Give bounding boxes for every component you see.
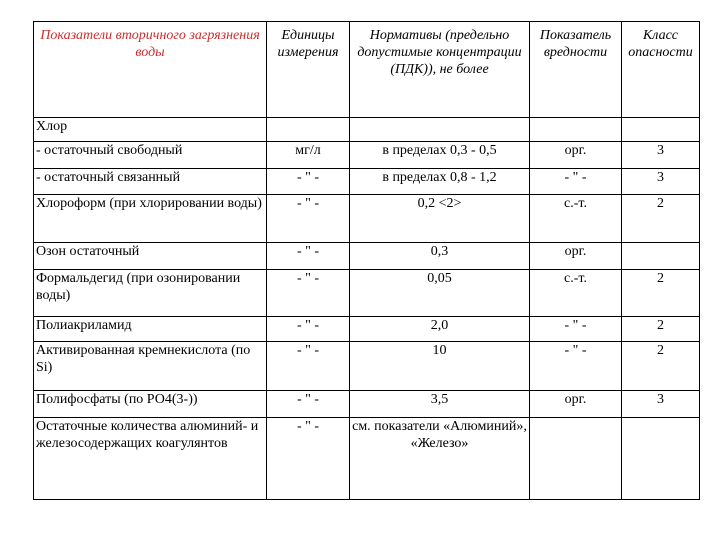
table-row	[34, 243, 700, 270]
table-row	[34, 195, 700, 243]
table-row	[34, 169, 700, 195]
indicator-name: Остаточные количества алюминий- и железосодержащих коагулянтов	[34, 418, 267, 500]
class-value: 3	[622, 142, 700, 169]
class-value: 3	[622, 169, 700, 195]
unit-value: - " -	[267, 317, 350, 342]
harm-value: с.-т.	[530, 195, 622, 243]
class-value	[622, 418, 700, 500]
indicator-name: Полиакриламид	[34, 317, 267, 342]
header-norms: Нормативы (предельно допустимые концентрации (ПДК)), не более	[350, 22, 530, 118]
harm-value: орг.	[530, 391, 622, 418]
class-value: 3	[622, 391, 700, 418]
empty-cell	[350, 118, 530, 142]
norm-value: в пределах 0,8 - 1,2	[350, 169, 530, 195]
group-label: Хлор	[34, 118, 267, 142]
unit-value: - " -	[267, 418, 350, 500]
table-row	[34, 270, 700, 317]
indicator-name: Полифосфаты (по РО4(3-))	[34, 391, 267, 418]
empty-cell	[530, 118, 622, 142]
unit-value: - " -	[267, 270, 350, 317]
table-row	[34, 418, 700, 500]
unit-value: - " -	[267, 243, 350, 270]
indicator-name: - остаточный связанный	[34, 169, 267, 195]
class-value: 2	[622, 270, 700, 317]
harm-value: - " -	[530, 342, 622, 391]
empty-cell	[622, 118, 700, 142]
indicator-name: - остаточный свободный	[34, 142, 267, 169]
table-row	[34, 317, 700, 342]
class-value	[622, 243, 700, 270]
header-units: Единицы измерения	[267, 22, 350, 118]
norm-value: 3,5	[350, 391, 530, 418]
header-harm-indicator: Показатель вредности	[530, 22, 622, 118]
norm-value: 0,2 <2>	[350, 195, 530, 243]
table-header-row	[34, 22, 700, 118]
harm-value: орг.	[530, 142, 622, 169]
norm-value: 0,3	[350, 243, 530, 270]
unit-value: мг/л	[267, 142, 350, 169]
norm-value: см. показатели «Алюминий», «Железо»	[350, 418, 530, 500]
water-quality-table	[33, 21, 700, 500]
indicator-name: Формальдегид (при озонировании воды)	[34, 270, 267, 317]
class-value: 2	[622, 195, 700, 243]
harm-value: - " -	[530, 169, 622, 195]
harm-value	[530, 418, 622, 500]
norm-value: 10	[350, 342, 530, 391]
norm-value: в пределах 0,3 - 0,5	[350, 142, 530, 169]
header-hazard-class: Класс опасности	[622, 22, 700, 118]
class-value: 2	[622, 342, 700, 391]
indicator-name: Хлороформ (при хлорировании воды)	[34, 195, 267, 243]
unit-value: - " -	[267, 391, 350, 418]
unit-value: - " -	[267, 342, 350, 391]
empty-cell	[267, 118, 350, 142]
unit-value: - " -	[267, 195, 350, 243]
harm-value: - " -	[530, 317, 622, 342]
class-value: 2	[622, 317, 700, 342]
harm-value: орг.	[530, 243, 622, 270]
group-row-chlorine	[34, 118, 700, 142]
header-indicator: Показатели вторичного загрязнения воды	[34, 22, 267, 118]
unit-value: - " -	[267, 169, 350, 195]
table-row	[34, 342, 700, 391]
norm-value: 0,05	[350, 270, 530, 317]
table-row	[34, 391, 700, 418]
harm-value: с.-т.	[530, 270, 622, 317]
table-row	[34, 142, 700, 169]
norm-value: 2,0	[350, 317, 530, 342]
indicator-name: Активированная кремнекислота (по Si)	[34, 342, 267, 391]
indicator-name: Озон остаточный	[34, 243, 267, 270]
